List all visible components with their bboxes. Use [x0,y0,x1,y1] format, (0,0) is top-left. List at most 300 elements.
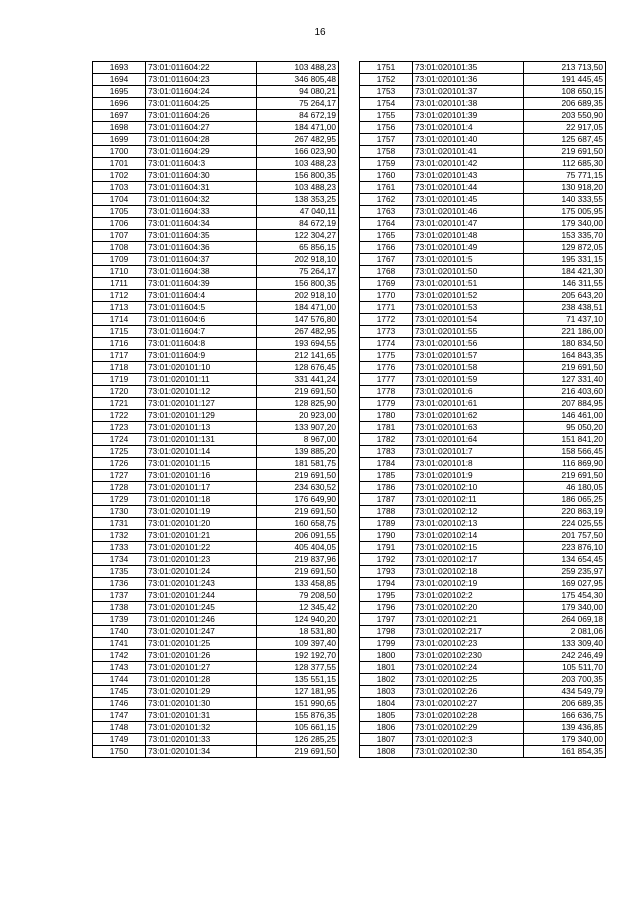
value-cell: 20 923,00 [257,410,339,422]
cadastral-number-cell: 73:01:020101:15 [146,458,257,470]
table-row [360,422,606,434]
table-row [93,566,339,578]
table-row [93,230,339,242]
row-number-cell: 1792 [360,554,413,566]
table-row [360,554,606,566]
row-number-cell: 1712 [93,290,146,302]
table-row [93,374,339,386]
table-row [360,374,606,386]
value-cell: 147 576,80 [257,314,339,326]
value-cell: 169 027,95 [524,578,606,590]
row-number-cell: 1710 [93,266,146,278]
row-number-cell: 1727 [93,470,146,482]
cadastral-number-cell: 73:01:011604:26 [146,110,257,122]
table-row [93,362,339,374]
table-row [93,506,339,518]
row-number-cell: 1805 [360,710,413,722]
table-row [93,146,339,158]
row-number-cell: 1718 [93,362,146,374]
table-row [360,122,606,134]
value-cell: 133 907,20 [257,422,339,434]
cadastral-number-cell: 73:01:011604:32 [146,194,257,206]
cadastral-number-cell: 73:01:020101:12 [146,386,257,398]
cadastral-number-cell: 73:01:020101:19 [146,506,257,518]
row-number-cell: 1756 [360,122,413,134]
row-number-cell: 1772 [360,314,413,326]
table-row [360,326,606,338]
cadastral-number-cell: 73:01:020101:47 [413,218,524,230]
table-row [360,410,606,422]
cadastral-number-cell: 73:01:020102:2 [413,590,524,602]
cadastral-number-cell: 73:01:011604:23 [146,74,257,86]
cadastral-number-cell: 73:01:020101:59 [413,374,524,386]
value-cell: 75 264,17 [257,266,339,278]
value-cell: 181 581,75 [257,458,339,470]
row-number-cell: 1774 [360,338,413,350]
cadastral-number-cell: 73:01:011604:39 [146,278,257,290]
value-cell: 219 691,50 [257,746,339,758]
cadastral-number-cell: 73:01:020102:3 [413,734,524,746]
table-row [360,710,606,722]
value-cell: 219 691,50 [257,566,339,578]
table-row [360,338,606,350]
row-number-cell: 1722 [93,410,146,422]
value-cell: 47 040,11 [257,206,339,218]
cadastral-number-cell: 73:01:011604:38 [146,266,257,278]
value-cell: 184 421,30 [524,266,606,278]
value-cell: 221 186,00 [524,326,606,338]
table-row [93,446,339,458]
table-row [360,254,606,266]
cadastral-number-cell: 73:01:020101:52 [413,290,524,302]
row-number-cell: 1780 [360,410,413,422]
table-row [360,146,606,158]
table-row [93,254,339,266]
row-number-cell: 1761 [360,182,413,194]
table-row [360,398,606,410]
table-row [93,686,339,698]
row-number-cell: 1730 [93,506,146,518]
table-row [360,230,606,242]
value-cell: 2 081,06 [524,626,606,638]
table-row [93,62,339,74]
row-number-cell: 1800 [360,650,413,662]
row-number-cell: 1760 [360,170,413,182]
table-row [360,734,606,746]
row-number-cell: 1714 [93,314,146,326]
cadastral-table-right [359,61,606,758]
row-number-cell: 1770 [360,290,413,302]
value-cell: 156 800,35 [257,278,339,290]
cadastral-number-cell: 73:01:020102:20 [413,602,524,614]
value-cell: 94 080,21 [257,86,339,98]
value-cell: 184 471,00 [257,302,339,314]
row-number-cell: 1795 [360,590,413,602]
table-row [360,314,606,326]
row-number-cell: 1773 [360,326,413,338]
row-number-cell: 1696 [93,98,146,110]
value-cell: 153 335,70 [524,230,606,242]
value-cell: 213 713,50 [524,62,606,74]
row-number-cell: 1736 [93,578,146,590]
cadastral-number-cell: 73:01:020102:29 [413,722,524,734]
cadastral-number-cell: 73:01:020101:53 [413,302,524,314]
cadastral-number-cell: 73:01:020101:13 [146,422,257,434]
table-row [93,206,339,218]
cadastral-number-cell: 73:01:020101:62 [413,410,524,422]
value-cell: 223 876,10 [524,542,606,554]
value-cell: 75 264,17 [257,98,339,110]
cadastral-number-cell: 73:01:020101:32 [146,722,257,734]
value-cell: 179 340,00 [524,734,606,746]
table-row [93,614,339,626]
row-number-cell: 1777 [360,374,413,386]
cadastral-number-cell: 73:01:020101:18 [146,494,257,506]
value-cell: 219 837,96 [257,554,339,566]
table-row [93,338,339,350]
value-cell: 139 885,20 [257,446,339,458]
table-row [360,458,606,470]
row-number-cell: 1707 [93,230,146,242]
value-cell: 224 025,55 [524,518,606,530]
cadastral-number-cell: 73:01:020102:27 [413,698,524,710]
row-number-cell: 1699 [93,134,146,146]
table-row [93,674,339,686]
value-cell: 160 658,75 [257,518,339,530]
value-cell: 139 436,85 [524,722,606,734]
table-row [360,650,606,662]
cadastral-number-cell: 73:01:011604:22 [146,62,257,74]
value-cell: 112 685,30 [524,158,606,170]
cadastral-number-cell: 73:01:020101:21 [146,530,257,542]
value-cell: 206 689,35 [524,98,606,110]
table-row [93,158,339,170]
row-number-cell: 1778 [360,386,413,398]
value-cell: 12 345,42 [257,602,339,614]
row-number-cell: 1738 [93,602,146,614]
value-cell: 135 551,15 [257,674,339,686]
row-number-cell: 1708 [93,242,146,254]
row-number-cell: 1711 [93,278,146,290]
cadastral-number-cell: 73:01:011604:6 [146,314,257,326]
table-row [360,266,606,278]
table-row [93,578,339,590]
value-cell: 206 689,35 [524,698,606,710]
table-row [360,386,606,398]
row-number-cell: 1744 [93,674,146,686]
cadastral-number-cell: 73:01:020101:29 [146,686,257,698]
row-number-cell: 1786 [360,482,413,494]
table-row [360,110,606,122]
value-cell: 75 771,15 [524,170,606,182]
table-row [360,722,606,734]
row-number-cell: 1719 [93,374,146,386]
row-number-cell: 1767 [360,254,413,266]
value-cell: 219 691,50 [524,362,606,374]
table-row [93,302,339,314]
cadastral-number-cell: 73:01:011604:8 [146,338,257,350]
value-cell: 166 636,75 [524,710,606,722]
row-number-cell: 1715 [93,326,146,338]
value-cell: 220 863,19 [524,506,606,518]
value-cell: 127 331,40 [524,374,606,386]
value-cell: 267 482,95 [257,326,339,338]
table-row [93,698,339,710]
value-cell: 65 856,15 [257,242,339,254]
value-cell: 156 800,35 [257,170,339,182]
row-number-cell: 1791 [360,542,413,554]
row-number-cell: 1747 [93,710,146,722]
cadastral-number-cell: 73:01:020101:27 [146,662,257,674]
table-row [360,638,606,650]
table-row [93,170,339,182]
cadastral-number-cell: 73:01:011604:28 [146,134,257,146]
cadastral-number-cell: 73:01:011604:24 [146,86,257,98]
cadastral-number-cell: 73:01:020101:246 [146,614,257,626]
cadastral-number-cell: 73:01:020101:51 [413,278,524,290]
cadastral-number-cell: 73:01:020101:33 [146,734,257,746]
value-cell: 206 091,55 [257,530,339,542]
table-row [360,218,606,230]
value-cell: 22 917,05 [524,122,606,134]
value-cell: 122 304,27 [257,230,339,242]
row-number-cell: 1697 [93,110,146,122]
cadastral-number-cell: 73:01:020101:23 [146,554,257,566]
value-cell: 128 377,55 [257,662,339,674]
cadastral-number-cell: 73:01:020101:247 [146,626,257,638]
table-row [360,518,606,530]
value-cell: 216 403,60 [524,386,606,398]
table-row [93,326,339,338]
cadastral-number-cell: 73:01:020101:244 [146,590,257,602]
cadastral-number-cell: 73:01:020101:54 [413,314,524,326]
row-number-cell: 1731 [93,518,146,530]
row-number-cell: 1724 [93,434,146,446]
row-number-cell: 1759 [360,158,413,170]
row-number-cell: 1769 [360,278,413,290]
value-cell: 202 918,10 [257,254,339,266]
row-number-cell: 1794 [360,578,413,590]
value-cell: 186 065,25 [524,494,606,506]
table-row [93,458,339,470]
row-number-cell: 1796 [360,602,413,614]
row-number-cell: 1771 [360,302,413,314]
row-number-cell: 1729 [93,494,146,506]
row-number-cell: 1754 [360,98,413,110]
value-cell: 116 869,90 [524,458,606,470]
table-row [360,302,606,314]
value-cell: 161 854,35 [524,746,606,758]
row-number-cell: 1725 [93,446,146,458]
row-number-cell: 1709 [93,254,146,266]
cadastral-table-left [92,61,339,758]
table-row [360,542,606,554]
value-cell: 151 990,65 [257,698,339,710]
cadastral-number-cell: 73:01:020101:48 [413,230,524,242]
cadastral-number-cell: 73:01:020101:17 [146,482,257,494]
row-number-cell: 1797 [360,614,413,626]
value-cell: 203 550,90 [524,110,606,122]
cadastral-number-cell: 73:01:011604:3 [146,158,257,170]
cadastral-number-cell: 73:01:020101:35 [413,62,524,74]
cadastral-number-cell: 73:01:020102:217 [413,626,524,638]
table-row [93,734,339,746]
table-row [360,614,606,626]
value-cell: 179 340,00 [524,218,606,230]
cadastral-number-cell: 73:01:020101:20 [146,518,257,530]
value-cell: 195 331,15 [524,254,606,266]
table-row [93,398,339,410]
cadastral-number-cell: 73:01:020101:4 [413,122,524,134]
row-number-cell: 1698 [93,122,146,134]
row-number-cell: 1694 [93,74,146,86]
row-number-cell: 1695 [93,86,146,98]
row-number-cell: 1746 [93,698,146,710]
table-row [93,194,339,206]
cadastral-number-cell: 73:01:020102:26 [413,686,524,698]
table-row [93,218,339,230]
value-cell: 128 676,45 [257,362,339,374]
table-row [93,74,339,86]
cadastral-number-cell: 73:01:020101:45 [413,194,524,206]
row-number-cell: 1765 [360,230,413,242]
cadastral-number-cell: 73:01:011604:30 [146,170,257,182]
row-number-cell: 1768 [360,266,413,278]
row-number-cell: 1808 [360,746,413,758]
value-cell: 166 023,90 [257,146,339,158]
value-cell: 267 482,95 [257,134,339,146]
cadastral-number-cell: 73:01:020101:63 [413,422,524,434]
value-cell: 84 672,19 [257,110,339,122]
value-cell: 130 918,20 [524,182,606,194]
value-cell: 176 649,90 [257,494,339,506]
value-cell: 124 940,20 [257,614,339,626]
value-cell: 129 872,05 [524,242,606,254]
row-number-cell: 1693 [93,62,146,74]
value-cell: 103 488,23 [257,62,339,74]
table-row [93,434,339,446]
row-number-cell: 1802 [360,674,413,686]
value-cell: 103 488,23 [257,158,339,170]
row-number-cell: 1740 [93,626,146,638]
value-cell: 103 488,23 [257,182,339,194]
row-number-cell: 1799 [360,638,413,650]
cadastral-number-cell: 73:01:011604:7 [146,326,257,338]
table-row [93,110,339,122]
cadastral-number-cell: 73:01:011604:37 [146,254,257,266]
table-row [360,482,606,494]
table-row [360,278,606,290]
value-cell: 8 967,00 [257,434,339,446]
table-row [360,194,606,206]
row-number-cell: 1734 [93,554,146,566]
value-cell: 202 918,10 [257,290,339,302]
value-cell: 155 876,35 [257,710,339,722]
row-number-cell: 1737 [93,590,146,602]
row-number-cell: 1757 [360,134,413,146]
table-row [93,122,339,134]
cadastral-number-cell: 73:01:020102:28 [413,710,524,722]
table-row [93,86,339,98]
cadastral-number-cell: 73:01:011604:34 [146,218,257,230]
row-number-cell: 1705 [93,206,146,218]
cadastral-number-cell: 73:01:020102:30 [413,746,524,758]
value-cell: 219 691,50 [524,470,606,482]
row-number-cell: 1788 [360,506,413,518]
page-number: 16 [314,27,326,38]
cadastral-number-cell: 73:01:020101:25 [146,638,257,650]
cadastral-number-cell: 73:01:020101:42 [413,158,524,170]
row-number-cell: 1728 [93,482,146,494]
table-row [360,626,606,638]
value-cell: 405 404,05 [257,542,339,554]
row-number-cell: 1750 [93,746,146,758]
table-row [93,638,339,650]
row-number-cell: 1706 [93,218,146,230]
value-cell: 151 841,20 [524,434,606,446]
value-cell: 138 353,25 [257,194,339,206]
cadastral-number-cell: 73:01:020102:23 [413,638,524,650]
value-cell: 133 309,40 [524,638,606,650]
value-cell: 242 246,49 [524,650,606,662]
row-number-cell: 1793 [360,566,413,578]
cadastral-number-cell: 73:01:020101:6 [413,386,524,398]
table-row [360,434,606,446]
cadastral-number-cell: 73:01:020102:24 [413,662,524,674]
value-cell: 108 650,15 [524,86,606,98]
value-cell: 125 687,45 [524,134,606,146]
table-row [93,542,339,554]
row-number-cell: 1752 [360,74,413,86]
table-row [360,566,606,578]
cadastral-number-cell: 73:01:020101:46 [413,206,524,218]
row-number-cell: 1782 [360,434,413,446]
cadastral-number-cell: 73:01:020102:25 [413,674,524,686]
table-row [360,686,606,698]
value-cell: 219 691,50 [257,506,339,518]
cadastral-number-cell: 73:01:020102:18 [413,566,524,578]
row-number-cell: 1764 [360,218,413,230]
value-cell: 191 445,45 [524,74,606,86]
table-row [93,278,339,290]
cadastral-number-cell: 73:01:020102:11 [413,494,524,506]
cadastral-number-cell: 73:01:020101:10 [146,362,257,374]
row-number-cell: 1779 [360,398,413,410]
value-cell: 219 691,50 [257,470,339,482]
cadastral-number-cell: 73:01:020101:50 [413,266,524,278]
table-row [360,362,606,374]
table-row [93,266,339,278]
table-row [93,470,339,482]
row-number-cell: 1804 [360,698,413,710]
value-cell: 180 834,50 [524,338,606,350]
row-number-cell: 1758 [360,146,413,158]
cadastral-number-cell: 73:01:020102:13 [413,518,524,530]
table-row [360,350,606,362]
row-number-cell: 1783 [360,446,413,458]
value-cell: 212 141,65 [257,350,339,362]
value-cell: 84 672,19 [257,218,339,230]
table-row [93,350,339,362]
table-row [360,290,606,302]
row-number-cell: 1787 [360,494,413,506]
row-number-cell: 1726 [93,458,146,470]
cadastral-number-cell: 73:01:011604:4 [146,290,257,302]
cadastral-number-cell: 73:01:020101:43 [413,170,524,182]
table-row [360,182,606,194]
value-cell: 128 825,90 [257,398,339,410]
table-row [360,506,606,518]
